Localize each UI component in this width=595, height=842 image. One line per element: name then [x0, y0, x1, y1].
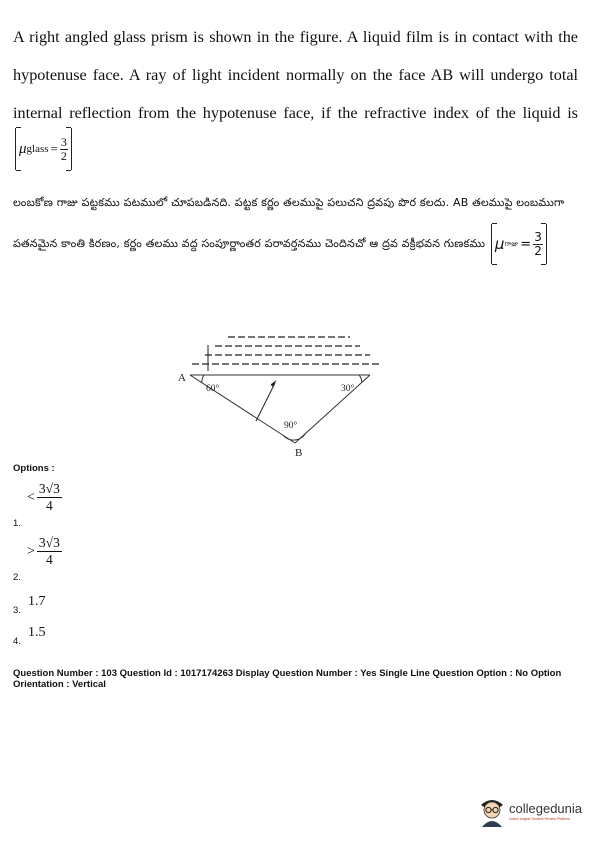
mu-symbol: μ	[494, 234, 505, 253]
question-telugu-body: లంబకోణ గాజు పట్టకము పటములో చూపబడినది. పట్టక కర్ణం తలముపై పలుచని ద్రవపు పొర కలదు. AB తలముపై లంబముగా పతనమైన కాంతి కిరణం, కర్ణం తలము వద్ద సంపూర్ణాంతర పరావర్తనము చెందినచో ఆ ద్రవ వక్రీభవన గుణకము	[13, 196, 565, 250]
option-3-number: 3.	[13, 605, 21, 616]
fraction-numerator: 3	[60, 134, 67, 149]
angle-arc-60	[202, 375, 204, 383]
fraction-denominator: 2	[60, 148, 67, 163]
fraction	[533, 231, 543, 258]
options-heading: Options :	[13, 463, 55, 474]
fraction	[60, 136, 68, 163]
light-ray	[256, 383, 275, 421]
option-4[interactable]: 1.5	[28, 625, 46, 640]
question-text-english	[13, 18, 578, 174]
mu-subscript: గాజు	[504, 239, 519, 248]
option-3[interactable]: 1.7	[28, 594, 46, 609]
option-2[interactable]	[27, 535, 62, 568]
option-2-denominator: 4	[45, 552, 53, 567]
option-1-denominator: 4	[45, 498, 53, 513]
question-metadata: Question Number : 103 Question Id : 1017174263 Display Question Number : Yes Single Line Question Option : No Option Orientation : Vertical	[13, 668, 562, 690]
collegedunia-logo	[478, 795, 582, 827]
equals-sign: =	[50, 141, 58, 156]
logo-name: collegedunia	[509, 801, 583, 816]
mu-symbol: μ	[19, 141, 27, 157]
question-text-telugu	[13, 182, 583, 264]
option-2-fraction	[37, 535, 62, 568]
option-1-number: 1.	[13, 518, 21, 529]
option-1-symbol: <	[27, 489, 35, 505]
option-1[interactable]	[27, 481, 62, 514]
angle-60-label: 60°	[206, 384, 220, 394]
angle-arc-30	[359, 375, 362, 382]
fraction-numerator: 3	[534, 229, 543, 244]
liquid-film	[192, 337, 382, 364]
label-b: B	[295, 447, 303, 459]
mu-glass-formula	[15, 128, 72, 170]
option-1-fraction	[37, 481, 62, 514]
mu-glass-formula-telugu	[491, 224, 547, 264]
logo-tagline: India's largest Student Review Platform	[509, 817, 570, 821]
option-4-number: 4.	[13, 636, 21, 647]
ray-arrowhead	[271, 380, 277, 387]
question-english-body: A right angled glass prism is shown in the figure. A liquid film is in contact with the hypotenuse face. A ray of light incident normally on the face AB will undergo total internal reflection from the hypotenuse face, if the refractive index of the liquid is	[13, 28, 578, 122]
mu-subscript: glass	[26, 143, 49, 155]
label-a: A	[178, 372, 186, 384]
option-2-numerator: 3√3	[38, 535, 60, 550]
mascot-icon	[478, 795, 506, 827]
option-1-numerator: 3√3	[38, 481, 60, 496]
prism-diagram	[170, 325, 400, 465]
fraction-denominator: 2	[534, 243, 543, 258]
angle-30-label: 30°	[341, 384, 355, 394]
option-2-symbol: >	[27, 543, 35, 559]
equals-sign: =	[520, 236, 532, 252]
option-2-number: 2.	[13, 572, 21, 583]
angle-90-label: 90°	[284, 421, 298, 431]
